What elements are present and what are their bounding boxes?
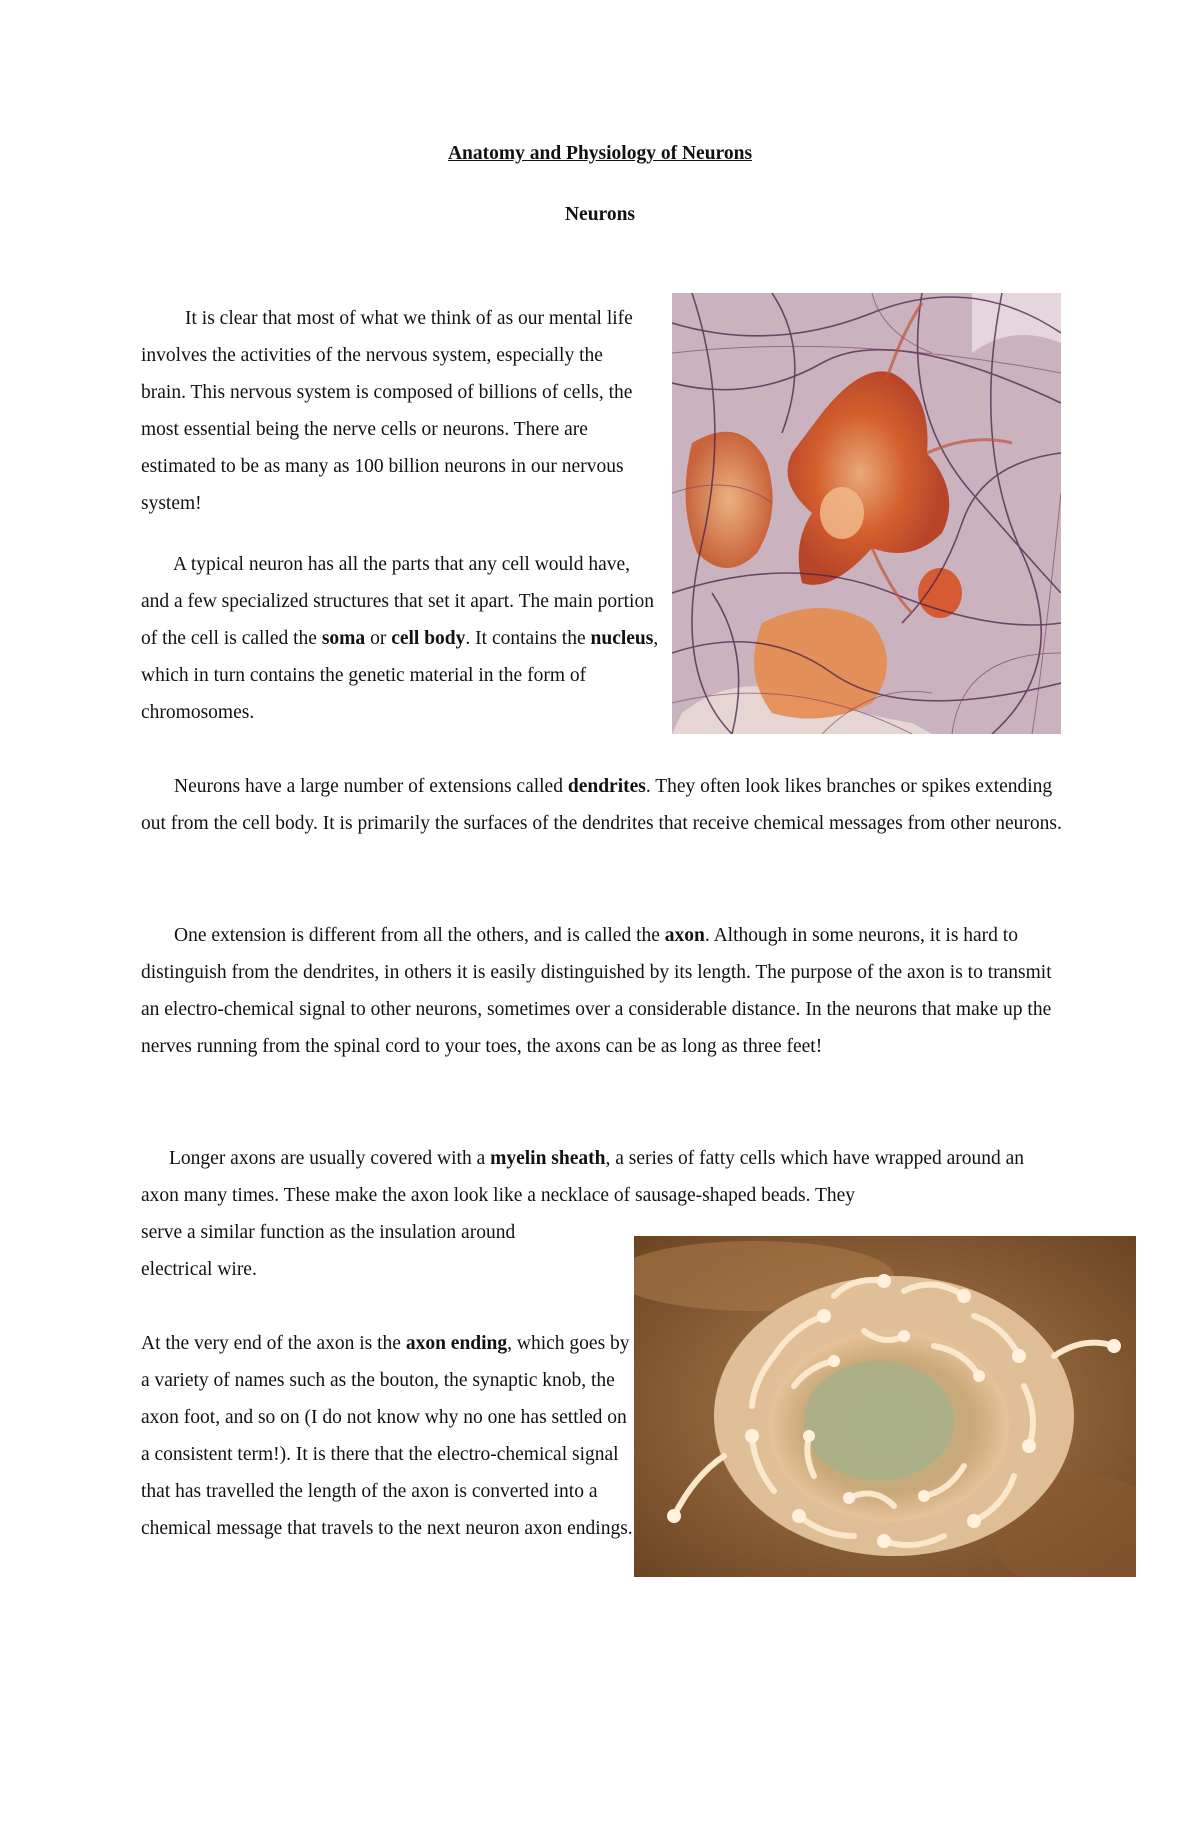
neuron-micrograph-graphic — [672, 293, 1061, 734]
term-axon: axon — [664, 925, 705, 946]
term-cell-body: cell body — [391, 628, 466, 649]
text-run: A typical neuron has all the parts that any cell would have, and a few specialized structures that set it apart. The main portion of the cell is called the — [141, 554, 654, 649]
neuron-micrograph-image — [672, 293, 1061, 734]
text-run: electrical wire. — [141, 1259, 257, 1280]
text-run: Neurons have a large number of extensions called — [174, 776, 568, 797]
term-axon-ending: axon ending — [405, 1333, 508, 1354]
paragraph-dendrites — [141, 768, 1066, 842]
paragraph-axon — [141, 917, 1066, 1065]
term-myelin-sheath: myelin sheath — [490, 1148, 606, 1169]
term-dendrites: dendrites — [567, 776, 646, 797]
text-run: At the very end of the axon is the — [141, 1333, 406, 1354]
paragraph-axon-ending — [141, 1325, 636, 1547]
text-run: . They often look likes branches or spikes extending out from the cell body. It is primarily the surfaces of the dendrites that receive chemical messages from other neurons. — [141, 776, 1062, 834]
paragraph-typical-neuron — [141, 546, 661, 731]
text-run: . It contains the — [465, 628, 591, 649]
text-run: serve a similar function as the insulation around — [141, 1222, 516, 1243]
text-run: Longer axons are usually covered with a — [169, 1148, 491, 1169]
axon-ending-micrograph-graphic — [634, 1236, 1136, 1577]
paragraph-intro: It is clear that most of what we think of as our mental life involves the activities of the nervous system, especially the brain. This nervous system is composed of billions of cells, the most essential being the nerve cells or neurons. There are estimated to be as many as 100 billion neurons in our nervous system! — [141, 308, 633, 514]
document-title: Anatomy and Physiology of Neurons — [447, 143, 753, 164]
text-run: , which goes by a variety of names such as the bouton, the synaptic knob, the axon foot, and so on (I do not know why no one has settled on a consistent term!). It is there that the electro-chemical signal that has travelled the length of the axon is converted into a chemical message that travels to the next neuron axon endings. — [141, 1333, 633, 1539]
text-run: , a series of fatty cells which have wrapped around an axon many times. These make the axon look like a necklace of sausage-shaped beads. They — [141, 1148, 1025, 1206]
text-run: . Although in some neurons, it is hard to distinguish from the dendrites, in others it is easily distinguished by its length. The purpose of the axon is to transmit an electro-chemical signal to other neurons, sometimes over a considerable distance. In the neurons that make up the nerves running from the spinal cord to your toes, the axons can be as long as three feet! — [141, 925, 1052, 1057]
axon-ending-micrograph-image — [634, 1236, 1136, 1577]
text-run: or — [365, 628, 392, 649]
term-soma: soma — [321, 628, 366, 649]
section-heading: Neurons — [564, 204, 636, 225]
term-nucleus: nucleus — [590, 628, 654, 649]
text-run: , which in turn contains the genetic material in the form of chromosomes. — [141, 628, 659, 723]
text-run: One extension is different from all the others, and is called the — [174, 925, 665, 946]
